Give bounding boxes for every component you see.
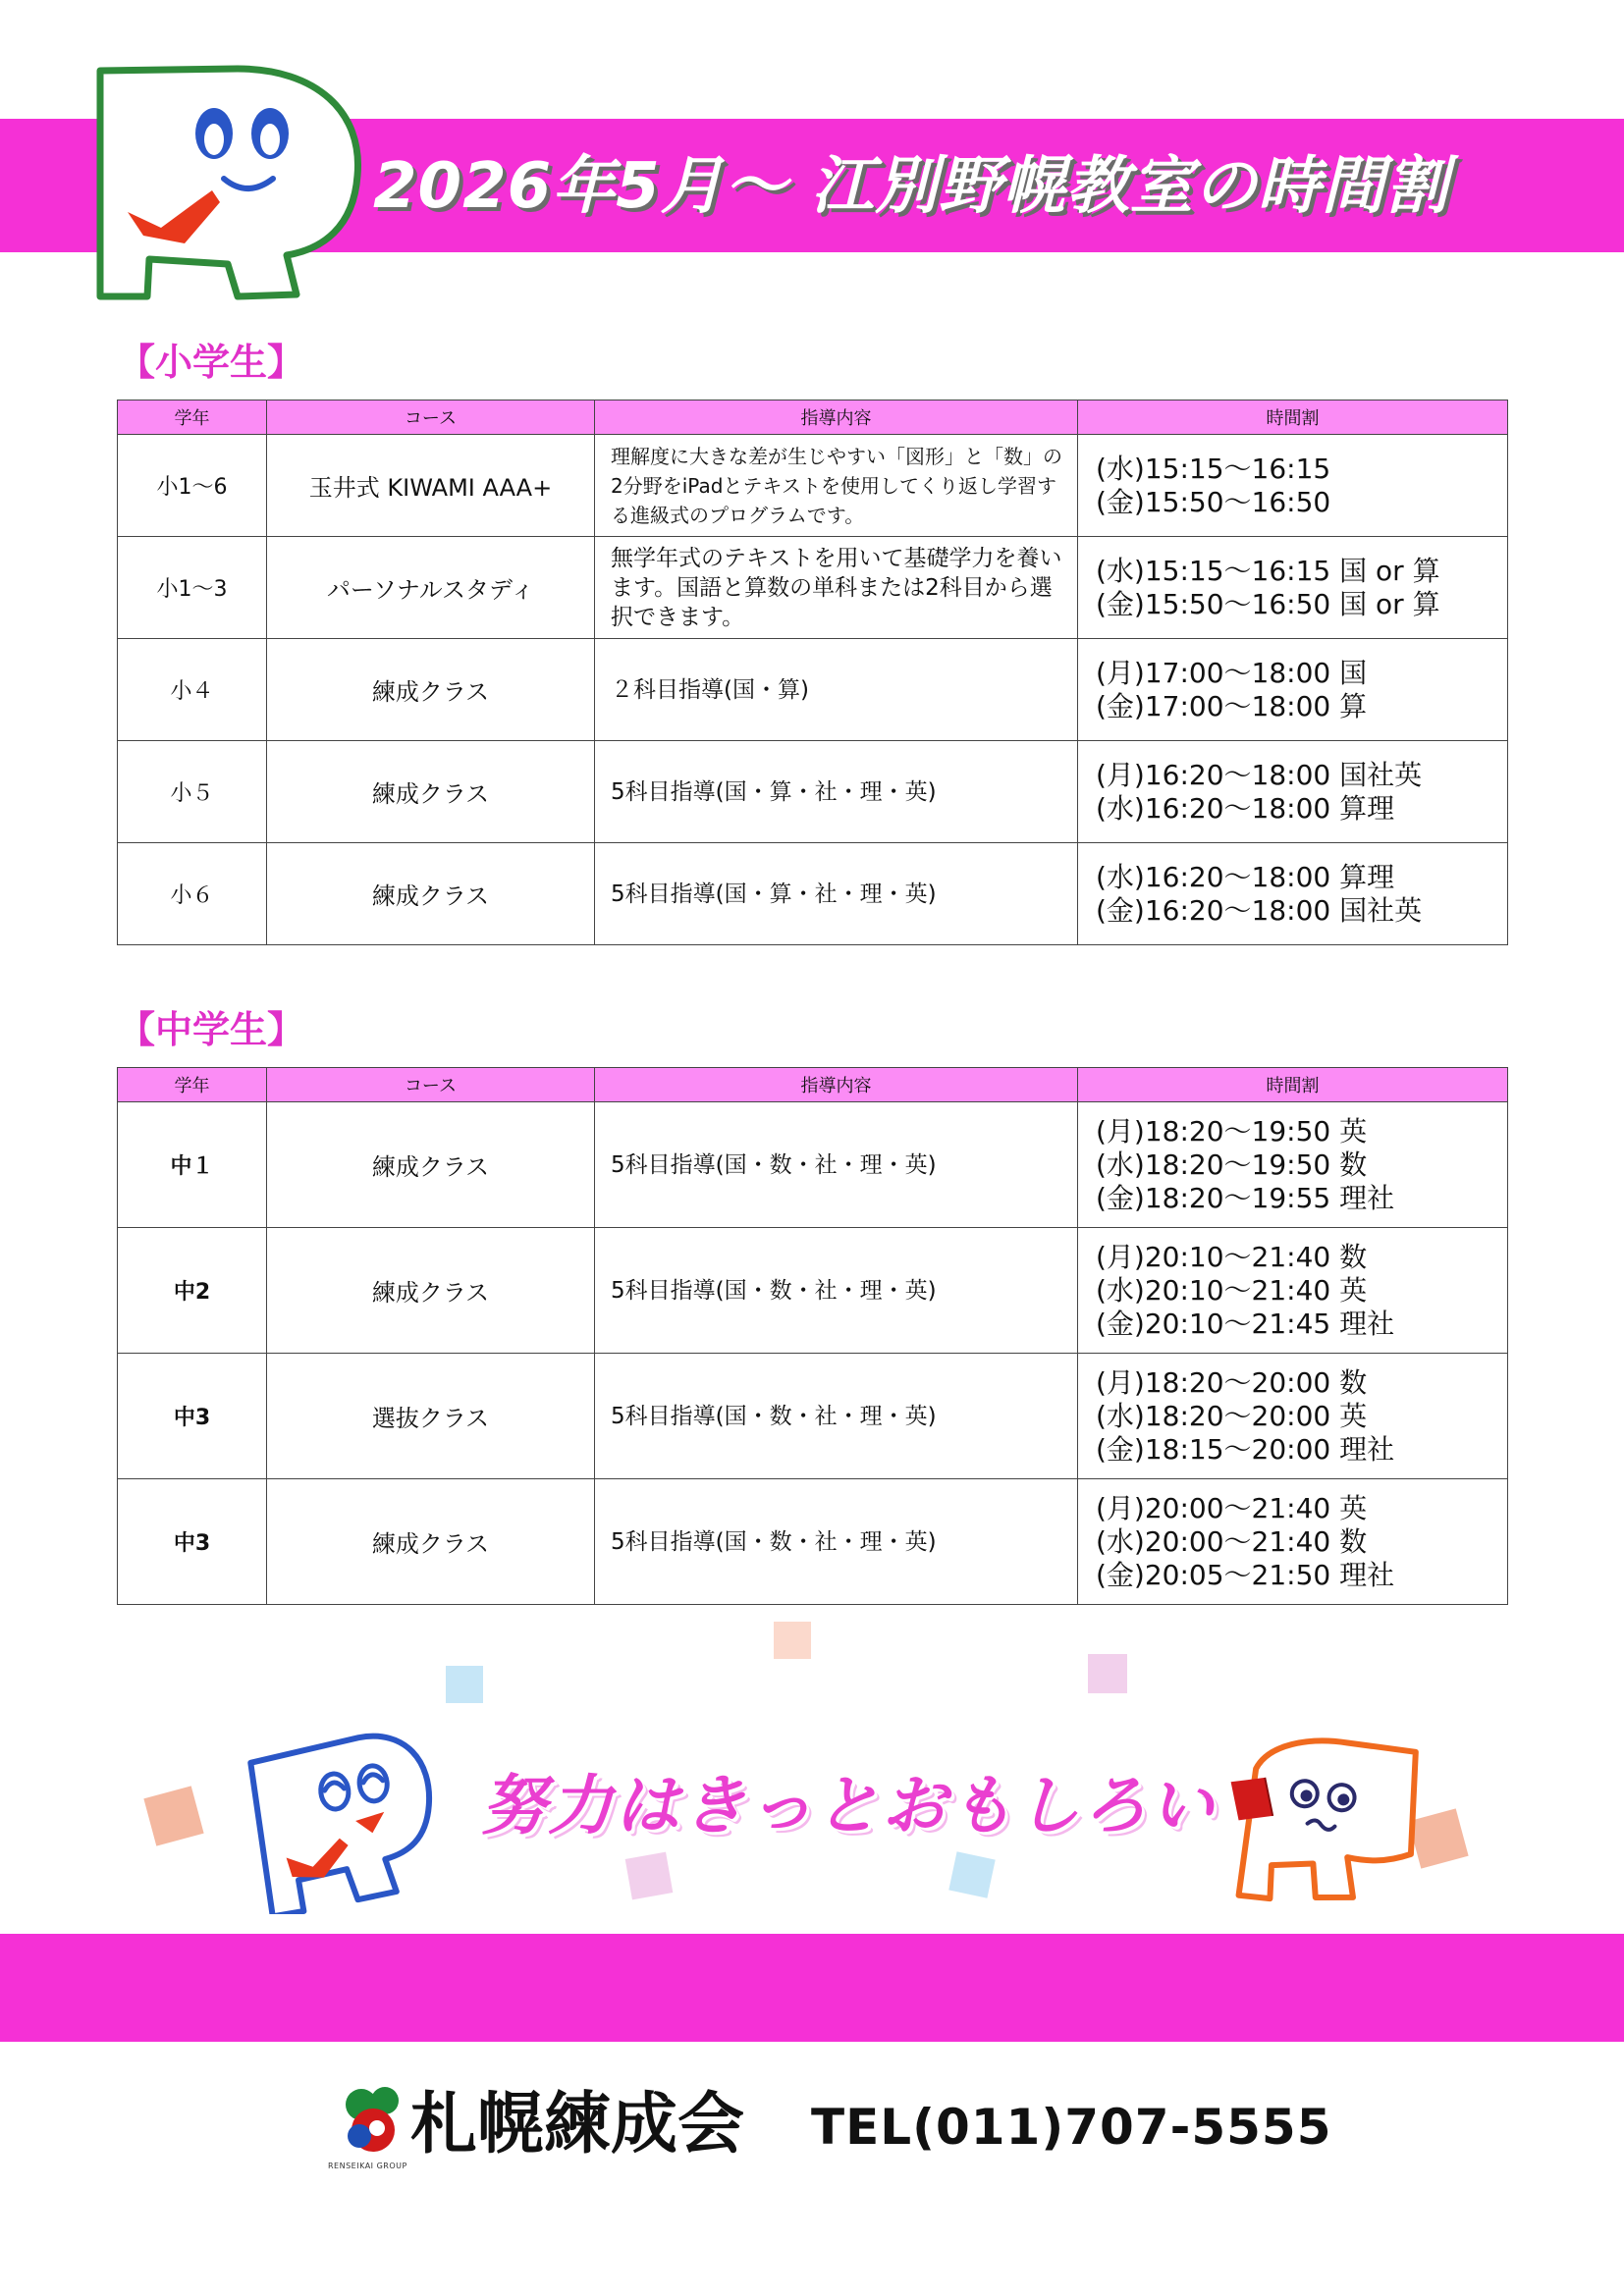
confetti-square — [1088, 1654, 1127, 1693]
grade-cell: 中2 — [118, 1228, 267, 1354]
table-row — [118, 639, 1508, 741]
col-header-course: コース — [267, 400, 595, 435]
confetti-square — [948, 1851, 995, 1897]
col-header-course: コース — [267, 1068, 595, 1102]
time-line: (金)18:15～20:00 理社 — [1096, 1432, 1395, 1466]
table-row — [118, 741, 1508, 843]
timetable-cell — [1078, 1228, 1508, 1354]
content-cell: 5科目指導(国・算・社・理・英) — [595, 843, 1078, 945]
course-cell: 練成クラス — [267, 639, 595, 741]
col-header-content: 指導内容 — [595, 1068, 1078, 1102]
time-line: (金)15:50～16:50 — [1096, 485, 1331, 518]
grade-cell: 小1～3 — [118, 537, 267, 639]
time-line: (水)20:10～21:40 英 — [1096, 1273, 1368, 1307]
content-cell: 5科目指導(国・数・社・理・英) — [595, 1354, 1078, 1479]
content-cell: 無学年式のテキストを用いて基礎学力を養います。国語と算数の単科または2科目から選択できます。 — [595, 537, 1078, 639]
junior-high-heading: 【中学生】 — [118, 1008, 305, 1051]
time-line: (水)15:15～16:15 国 or 算 — [1096, 554, 1440, 587]
time-line: (月)17:00～18:00 国 — [1096, 656, 1368, 689]
time-line: (水)18:20～20:00 英 — [1096, 1399, 1368, 1432]
table-row — [118, 1354, 1508, 1479]
confetti-square — [446, 1666, 483, 1703]
course-cell: 練成クラス — [267, 843, 595, 945]
timetable-cell — [1078, 639, 1508, 741]
table-row — [118, 1228, 1508, 1354]
time-line: (金)16:20～18:00 国社英 — [1096, 893, 1423, 927]
table-row — [118, 1102, 1508, 1228]
company-name: 札幌練成会 — [410, 2085, 745, 2163]
content-cell: ２科目指導(国・算) — [595, 639, 1078, 741]
confetti-square — [625, 1852, 674, 1900]
mascot-p-orange-icon — [1221, 1728, 1437, 1914]
timetable-cell — [1078, 1102, 1508, 1228]
time-line: (月)20:00～21:40 英 — [1096, 1491, 1368, 1524]
content-cell: 5科目指導(国・数・社・理・英) — [595, 1228, 1078, 1354]
grade-cell: 中１ — [118, 1102, 267, 1228]
course-cell: 玉井式 KIWAMI AAA+ — [267, 435, 595, 537]
grade-cell: 小５ — [118, 741, 267, 843]
table-row — [118, 435, 1508, 537]
col-header-timetable: 時間割 — [1078, 400, 1508, 435]
content-cell: 5科目指導(国・数・社・理・英) — [595, 1102, 1078, 1228]
time-line: (月)20:10～21:40 数 — [1096, 1240, 1368, 1273]
timetable-cell — [1078, 741, 1508, 843]
grade-cell: 小４ — [118, 639, 267, 741]
time-line: (金)17:00～18:00 算 — [1096, 689, 1368, 722]
motto-text: 努力はきっとおもしろい — [481, 1768, 1216, 1843]
table-row — [118, 843, 1508, 945]
footer-band — [0, 1934, 1624, 2042]
telephone-number: TEL(011)707-5555 — [811, 2099, 1332, 2156]
course-cell: 練成クラス — [267, 1228, 595, 1354]
course-cell: 選抜クラス — [267, 1354, 595, 1479]
col-header-grade: 学年 — [118, 1068, 267, 1102]
content-cell: 5科目指導(国・数・社・理・英) — [595, 1479, 1078, 1605]
course-cell: 練成クラス — [267, 741, 595, 843]
time-line: (水)20:00～21:40 数 — [1096, 1524, 1368, 1558]
time-line: (月)18:20～19:50 英 — [1096, 1114, 1368, 1148]
content-cell: 理解度に大きな差が生じやすい「図形」と「数」の2分野をiPadとテキストを使用してくり返し学習する進級式のプログラムです。 — [595, 435, 1078, 537]
page-title: 2026年5月～ 江別野幌教室の時間割 — [373, 150, 1449, 223]
time-line: (水)16:20～18:00 算理 — [1096, 791, 1395, 825]
table-row — [118, 537, 1508, 639]
timetable-cell — [1078, 537, 1508, 639]
grade-cell: 小1～6 — [118, 435, 267, 537]
course-cell: 練成クラス — [267, 1102, 595, 1228]
time-line: (金)20:05～21:50 理社 — [1096, 1558, 1395, 1591]
time-line: (金)18:20～19:55 理社 — [1096, 1181, 1395, 1214]
grade-cell: 中3 — [118, 1479, 267, 1605]
timetable-cell — [1078, 435, 1508, 537]
mascot-p-blue-icon — [247, 1728, 444, 1914]
mascot-p-green-icon — [90, 63, 385, 306]
grade-cell: 小６ — [118, 843, 267, 945]
time-line: (月)16:20～18:00 国社英 — [1096, 758, 1423, 791]
time-line: (金)15:50～16:50 国 or 算 — [1096, 587, 1440, 620]
table-header-row — [118, 400, 1508, 435]
course-cell: パーソナルスタディ — [267, 537, 595, 639]
content-cell: 5科目指導(国・算・社・理・英) — [595, 741, 1078, 843]
confetti-square — [774, 1622, 811, 1659]
timetable-cell — [1078, 1354, 1508, 1479]
elementary-table — [117, 400, 1508, 945]
table-row — [118, 1479, 1508, 1605]
grade-cell: 中3 — [118, 1354, 267, 1479]
confetti-square — [143, 1786, 203, 1845]
timetable-cell — [1078, 843, 1508, 945]
time-line: (金)20:10～21:45 理社 — [1096, 1307, 1395, 1340]
timetable-cell — [1078, 1479, 1508, 1605]
elementary-heading: 【小学生】 — [118, 341, 305, 384]
table-header-row — [118, 1068, 1508, 1102]
col-header-grade: 学年 — [118, 400, 267, 435]
col-header-timetable: 時間割 — [1078, 1068, 1508, 1102]
time-line: (水)16:20～18:00 算理 — [1096, 860, 1395, 893]
time-line: (水)15:15～16:15 — [1096, 452, 1331, 485]
junior-high-table — [117, 1067, 1508, 1605]
time-line: (水)18:20～19:50 数 — [1096, 1148, 1368, 1181]
time-line: (月)18:20～20:00 数 — [1096, 1365, 1368, 1399]
col-header-content: 指導内容 — [595, 400, 1078, 435]
group-label: RENSEIKAI GROUP — [328, 2162, 407, 2170]
course-cell: 練成クラス — [267, 1479, 595, 1605]
